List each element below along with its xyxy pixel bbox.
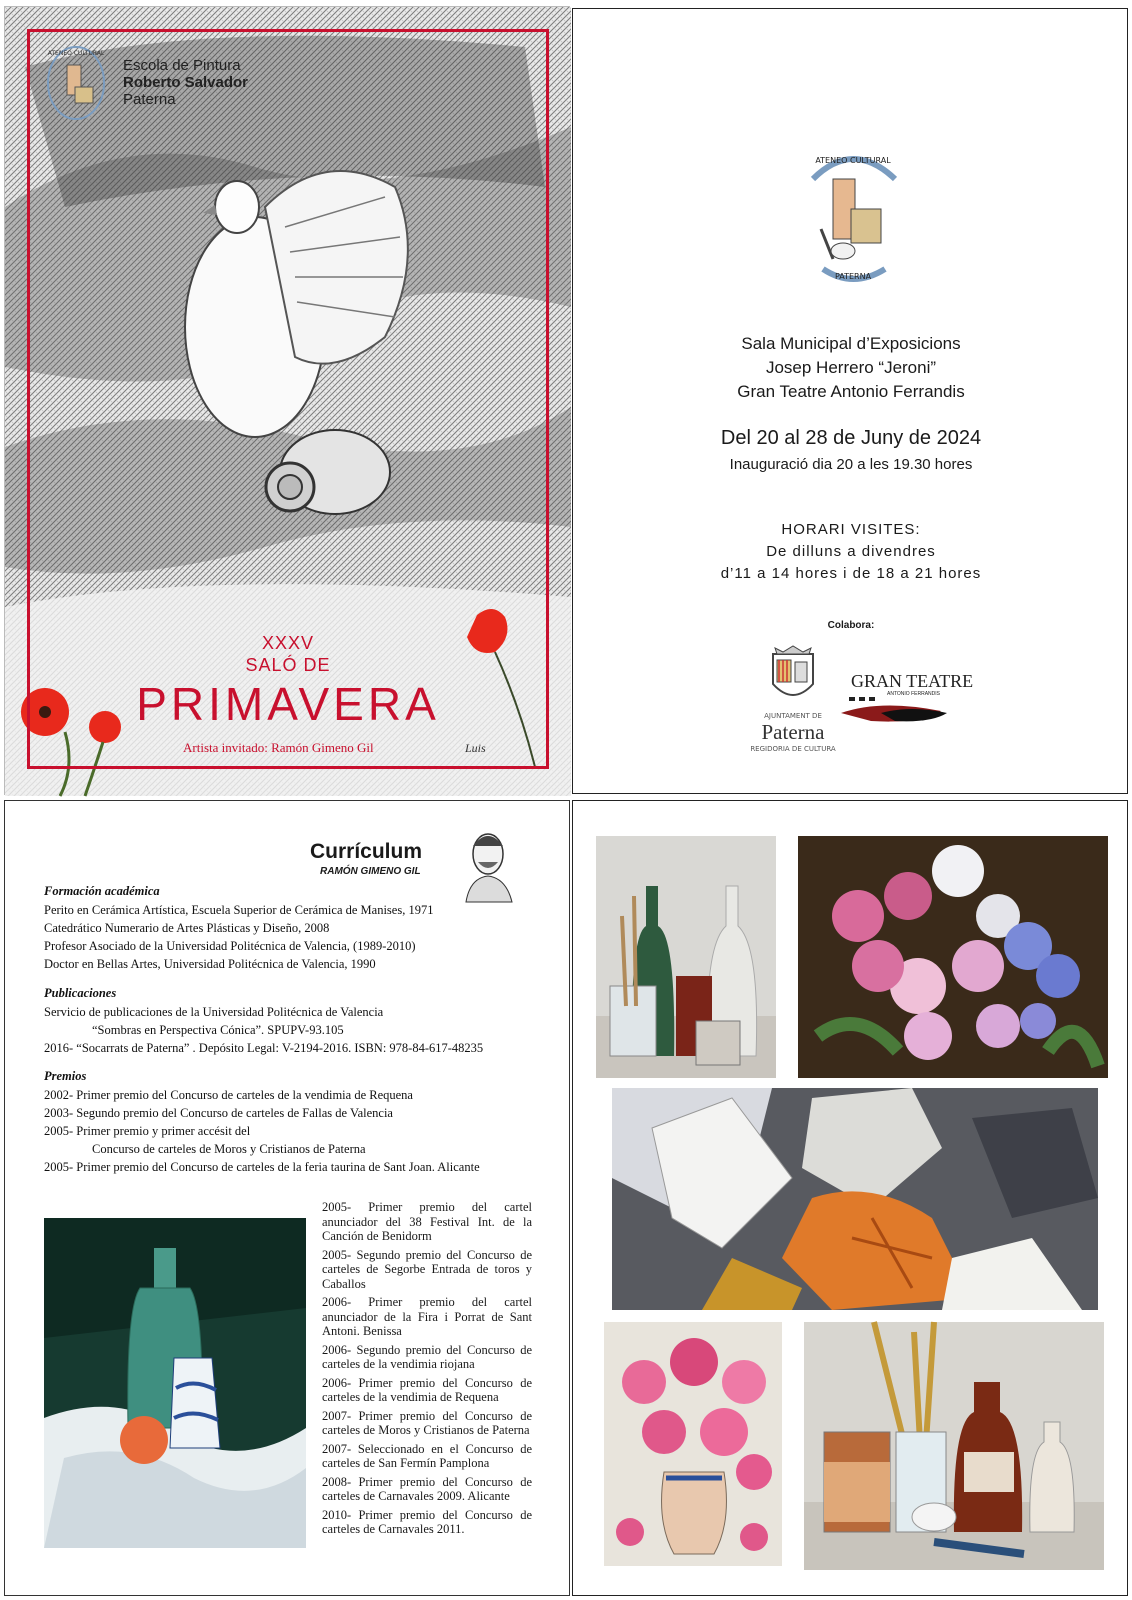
publicacion-item: Servicio de publicaciones de la Universidad Politécnica de Valencia xyxy=(44,1005,384,1019)
premio-item: 2007- Primer premio del Concurso de carteles de Moros y Cristianos de Paterna xyxy=(322,1408,532,1437)
curriculum-artist-name: RAMÓN GIMENO GIL xyxy=(320,866,421,877)
premio-item: 2005- Primer premio y primer accésit del xyxy=(44,1124,251,1138)
premios-heading: Premios xyxy=(44,1069,87,1083)
still-life-bottles-brushes-painting xyxy=(596,836,776,1078)
premio-item: 2005- Primer premio del cartel anunciador del 38 Festival Int. de la Canción de Benidorm xyxy=(322,1200,532,1243)
ajuntament-paterna-logo xyxy=(743,644,843,753)
cover-panel xyxy=(4,6,570,795)
formacion-item: Perito en Cerámica Artística, Escuela Superior de Cerámica de Manises, 1971 xyxy=(44,903,434,917)
premio-item: 2006- Segundo premio del Concurso de carteles de la vendimia riojana xyxy=(322,1342,532,1371)
premio-item: 2002- Primer premio del Concurso de carteles de la vendimia de Requena xyxy=(44,1088,413,1102)
still-life-bottle-painting xyxy=(44,1218,306,1548)
premio-item: 2005- Segundo premio del Concurso de carteles de Segorbe Entrada de toros y Caballos xyxy=(322,1247,532,1291)
venue-line: Gran Teatre Antonio Ferrandis xyxy=(737,382,965,401)
visiting-days: De dilluns a divendres xyxy=(766,543,936,560)
exhibition-dates: Del 20 al 28 de Juny de 2024 xyxy=(720,427,982,449)
salo-label: SALÓ DE xyxy=(245,655,331,675)
school-name: Escola de Pintura Roberto Salvador Paterna xyxy=(123,57,249,108)
paterna-name: Paterna xyxy=(761,720,825,744)
info-panel xyxy=(572,8,1128,794)
publicacion-item: “Sombras en Perspectiva Cónica”. SPUPV-93.105 xyxy=(92,1023,344,1037)
carnation-vase-painting xyxy=(604,1322,782,1566)
paterna-sub-bottom: REGIDORIA DE CULTURA xyxy=(750,745,836,753)
svg-text:Luis: Luis xyxy=(465,741,486,755)
hydrangea-flowers-painting xyxy=(798,836,1108,1078)
premio-item: 2006- Primer premio del cartel anunciador de la Fira i Porrat de Sant Antoni. Benissa xyxy=(322,1295,532,1338)
paterna-coat-of-arms-icon xyxy=(763,644,823,708)
visiting-hours-title: HORARI VISITES: xyxy=(781,521,921,538)
visiting-times: d’11 a 14 hores i de 18 a 21 hores xyxy=(720,565,982,582)
premio-item: Concurso de carteles de Moros y Cristianos de Paterna xyxy=(92,1142,366,1156)
premio-item: 2005- Primer premio del Concurso de carteles de la feria taurina de Sant Joan. Alicante xyxy=(44,1160,480,1174)
gran-teatre-sub-text: ANTONIO FERRANDIS xyxy=(887,691,940,697)
formacion-item: Doctor en Bellas Artes, Universidad Politécnica de Valencia, 1990 xyxy=(44,957,376,971)
publicacion-item: 2016- “Socarrats de Paterna” . Depósito Legal: V-2194-2016. ISBN: 978-84-617-48235 xyxy=(44,1041,484,1055)
formacion-item: Profesor Asociado de la Universidad Politécnica de Valencia, (1989-2010) xyxy=(44,939,416,953)
gran-teatre-text: GRAN TEATRE xyxy=(851,671,974,691)
cover-title: PRIMAVERA xyxy=(136,678,440,730)
gran-teatre-logo xyxy=(841,669,974,729)
curriculum-title: Currículum xyxy=(310,840,423,863)
venue-line: Josep Herrero “Jeroni” xyxy=(765,358,937,377)
autumn-leaves-painting xyxy=(612,1088,1098,1310)
edition-number: XXXV xyxy=(261,633,315,653)
ateneo-cultural-paterna-logo xyxy=(803,139,903,289)
formacion-heading: Formación académica xyxy=(44,884,160,898)
still-life-jars-brushes-painting xyxy=(804,1322,1104,1570)
premio-item: 2010- Primer premio del Concurso de carteles de Carnavales 2011. xyxy=(322,1507,532,1536)
premio-item: 2008- Primer premio del Concurso de carteles de Carnavales 2009. Alicante xyxy=(322,1474,532,1503)
svg-text:ATENEO CULTURAL: ATENEO CULTURAL xyxy=(47,50,105,57)
formacion-item: Catedrático Numerario de Artes Plásticas y Diseño, 2008 xyxy=(44,921,330,935)
premio-item: 2003- Segundo premio del Concurso de carteles de Fallas de Valencia xyxy=(44,1106,393,1120)
svg-text:PATERNA: PATERNA xyxy=(834,272,872,281)
collaborators-label: Colabora: xyxy=(827,620,875,631)
premio-item: 2006- Primer premio del Concurso de carteles de la vendimia de Requena xyxy=(322,1375,532,1404)
paterna-sub-top: AJUNTAMENT DE xyxy=(764,712,822,720)
premios-column xyxy=(322,1200,532,1541)
artist-portrait-sketch xyxy=(462,826,516,902)
svg-text:ATENEO CULTURAL: ATENEO CULTURAL xyxy=(815,156,891,165)
venue-line: Sala Municipal d’Exposicions xyxy=(741,334,961,353)
inauguration-time: Inauguració dia 20 a les 19.30 hores xyxy=(729,456,973,473)
venue-block xyxy=(573,332,1129,404)
guest-artist: Artista invitado: Ramón Gimeno Gil xyxy=(183,740,374,755)
ateneo-cultural-logo xyxy=(45,43,107,125)
premio-item: 2007- Seleccionado en el Concurso de carteles de San Fermín Pamplona xyxy=(322,1441,532,1470)
publicaciones-heading: Publicaciones xyxy=(44,986,117,1000)
